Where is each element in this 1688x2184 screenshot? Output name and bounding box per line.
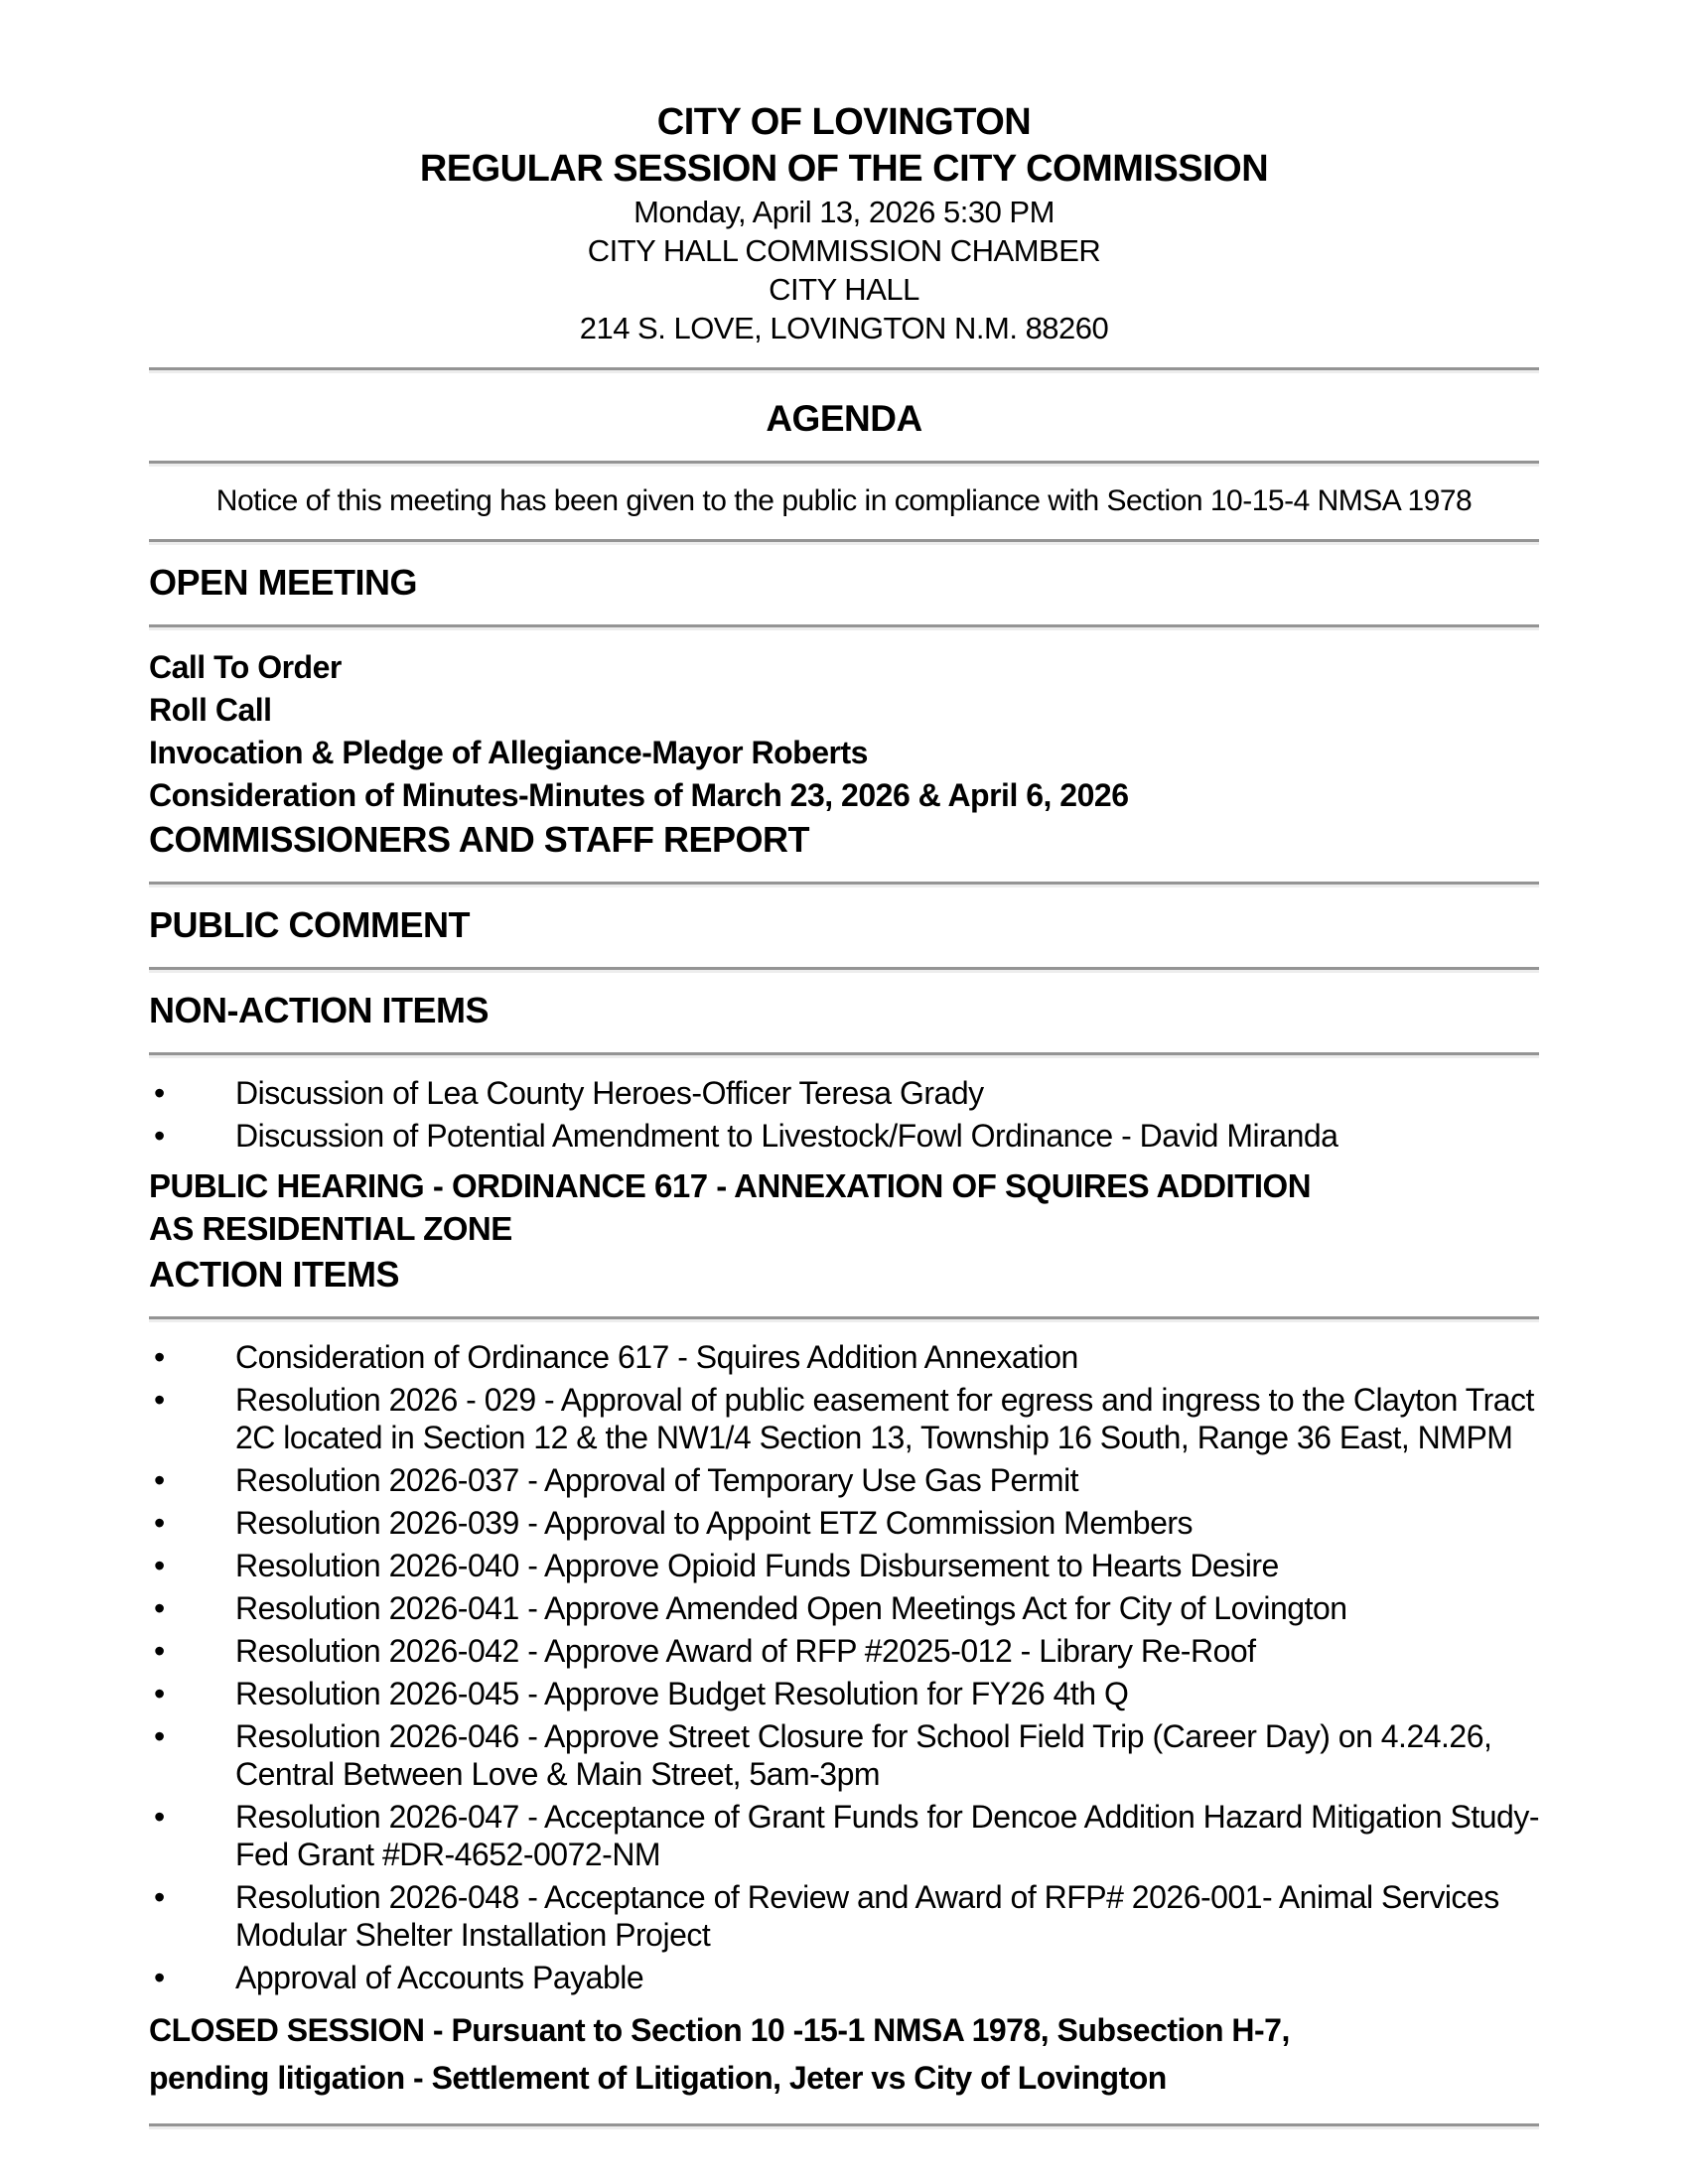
divider (149, 624, 1539, 630)
list-item: • Resolution 2026-042 - Approve Award of RFP #2025-012 - Library Re-Roof (149, 1632, 1539, 1670)
agenda-line-roll-call: Roll Call (149, 692, 272, 728)
list-item: • Consideration of Ordinance 617 - Squires Addition Annexation (149, 1338, 1539, 1376)
meeting-address: 214 S. LOVE, LOVINGTON N.M. 88260 (579, 311, 1109, 345)
list-item: • Resolution 2026-048 - Acceptance of Review and Award of RFP# 2026-001- Animal Services Modular Shelter Installation Project (149, 1878, 1539, 1954)
list-item: • Resolution 2026-039 - Approval to Appoint ETZ Commission Members (149, 1504, 1539, 1542)
section-action-items: ACTION ITEMS (149, 1254, 399, 1295)
public-hearing-heading (149, 1164, 1539, 1250)
open-meeting-items (149, 646, 1539, 817)
list-item: • Resolution 2026-045 - Approve Budget Resolution for FY26 4th Q (149, 1675, 1539, 1712)
agenda-line-consideration-of-minutes: Consideration of Minutes-Minutes of March 23, 2026 & April 6, 2026 (149, 777, 1129, 813)
meeting-building: CITY HALL (769, 272, 919, 307)
list-item: • Resolution 2026-047 - Acceptance of Grant Funds for Dencoe Addition Hazard Mitigation Study-Fed Grant #DR-4652-0072-NM (149, 1798, 1539, 1873)
public-hearing-line: AS RESIDENTIAL ZONE (149, 1210, 512, 1247)
section-commissioners-staff-report: COMMISSIONERS AND STAFF REPORT (149, 819, 810, 860)
list-item: • Discussion of Potential Amendment to Livestock/Fowl Ordinance - David Miranda (149, 1117, 1539, 1155)
action-list (149, 1338, 1539, 1996)
document-header (149, 99, 1539, 347)
agenda-title: AGENDA (766, 398, 922, 439)
public-hearing-line: PUBLIC HEARING - ORDINANCE 617 - ANNEXATION OF SQUIRES ADDITION (149, 1167, 1312, 1204)
closed-session-heading (149, 2006, 1539, 2102)
divider (149, 539, 1539, 545)
meeting-room: CITY HALL COMMISSION CHAMBER (587, 233, 1101, 268)
section-non-action-items: NON-ACTION ITEMS (149, 990, 489, 1030)
divider (149, 2123, 1539, 2129)
list-item: • Resolution 2026 - 029 - Approval of public easement for egress and ingress to the Clayton Tract 2C located in Section 12 & the NW1/4 Section 13, Township 16 South, Range 36 East, NMPM (149, 1381, 1539, 1456)
list-item: • Discussion of Lea County Heroes-Officer Teresa Grady (149, 1074, 1539, 1112)
divider (149, 1316, 1539, 1322)
divider (149, 967, 1539, 973)
session-title: REGULAR SESSION OF THE CITY COMMISSION (419, 148, 1269, 190)
list-item: • Resolution 2026-040 - Approve Opioid Funds Disbursement to Hearts Desire (149, 1547, 1539, 1584)
closed-session-line: pending litigation - Settlement of Litigation, Jeter vs City of Lovington (149, 2060, 1167, 2096)
agenda-line-invocation-pledge: Invocation & Pledge of Allegiance-Mayor Roberts (149, 735, 868, 770)
section-public-comment: PUBLIC COMMENT (149, 904, 470, 945)
list-item: • Resolution 2026-037 - Approval of Temporary Use Gas Permit (149, 1461, 1539, 1499)
divider (149, 461, 1539, 467)
city-title: CITY OF LOVINGTON (656, 101, 1032, 143)
divider (149, 882, 1539, 887)
meeting-datetime: Monday, April 13, 2026 5:30 PM (633, 195, 1055, 229)
divider (149, 367, 1539, 373)
agenda-line-call-to-order: Call To Order (149, 649, 342, 685)
divider (149, 1052, 1539, 1058)
list-item: • Resolution 2026-046 - Approve Street Closure for School Field Trip (Career Day) on 4.24.26, Central Between Love & Main Street, 5am-3pm (149, 1717, 1539, 1793)
public-notice: Notice of this meeting has been given to the public in compliance with Section 10-15-4 NMSA 1978 (215, 484, 1473, 517)
section-open-meeting: OPEN MEETING (149, 562, 418, 603)
closed-session-line: CLOSED SESSION - Pursuant to Section 10 -15-1 NMSA 1978, Subsection H-7, (149, 2012, 1290, 2048)
list-item: • Resolution 2026-041 - Approve Amended Open Meetings Act for City of Lovington (149, 1589, 1539, 1627)
non-action-list (149, 1074, 1539, 1155)
list-item: • Approval of Accounts Payable (149, 1959, 1539, 1996)
